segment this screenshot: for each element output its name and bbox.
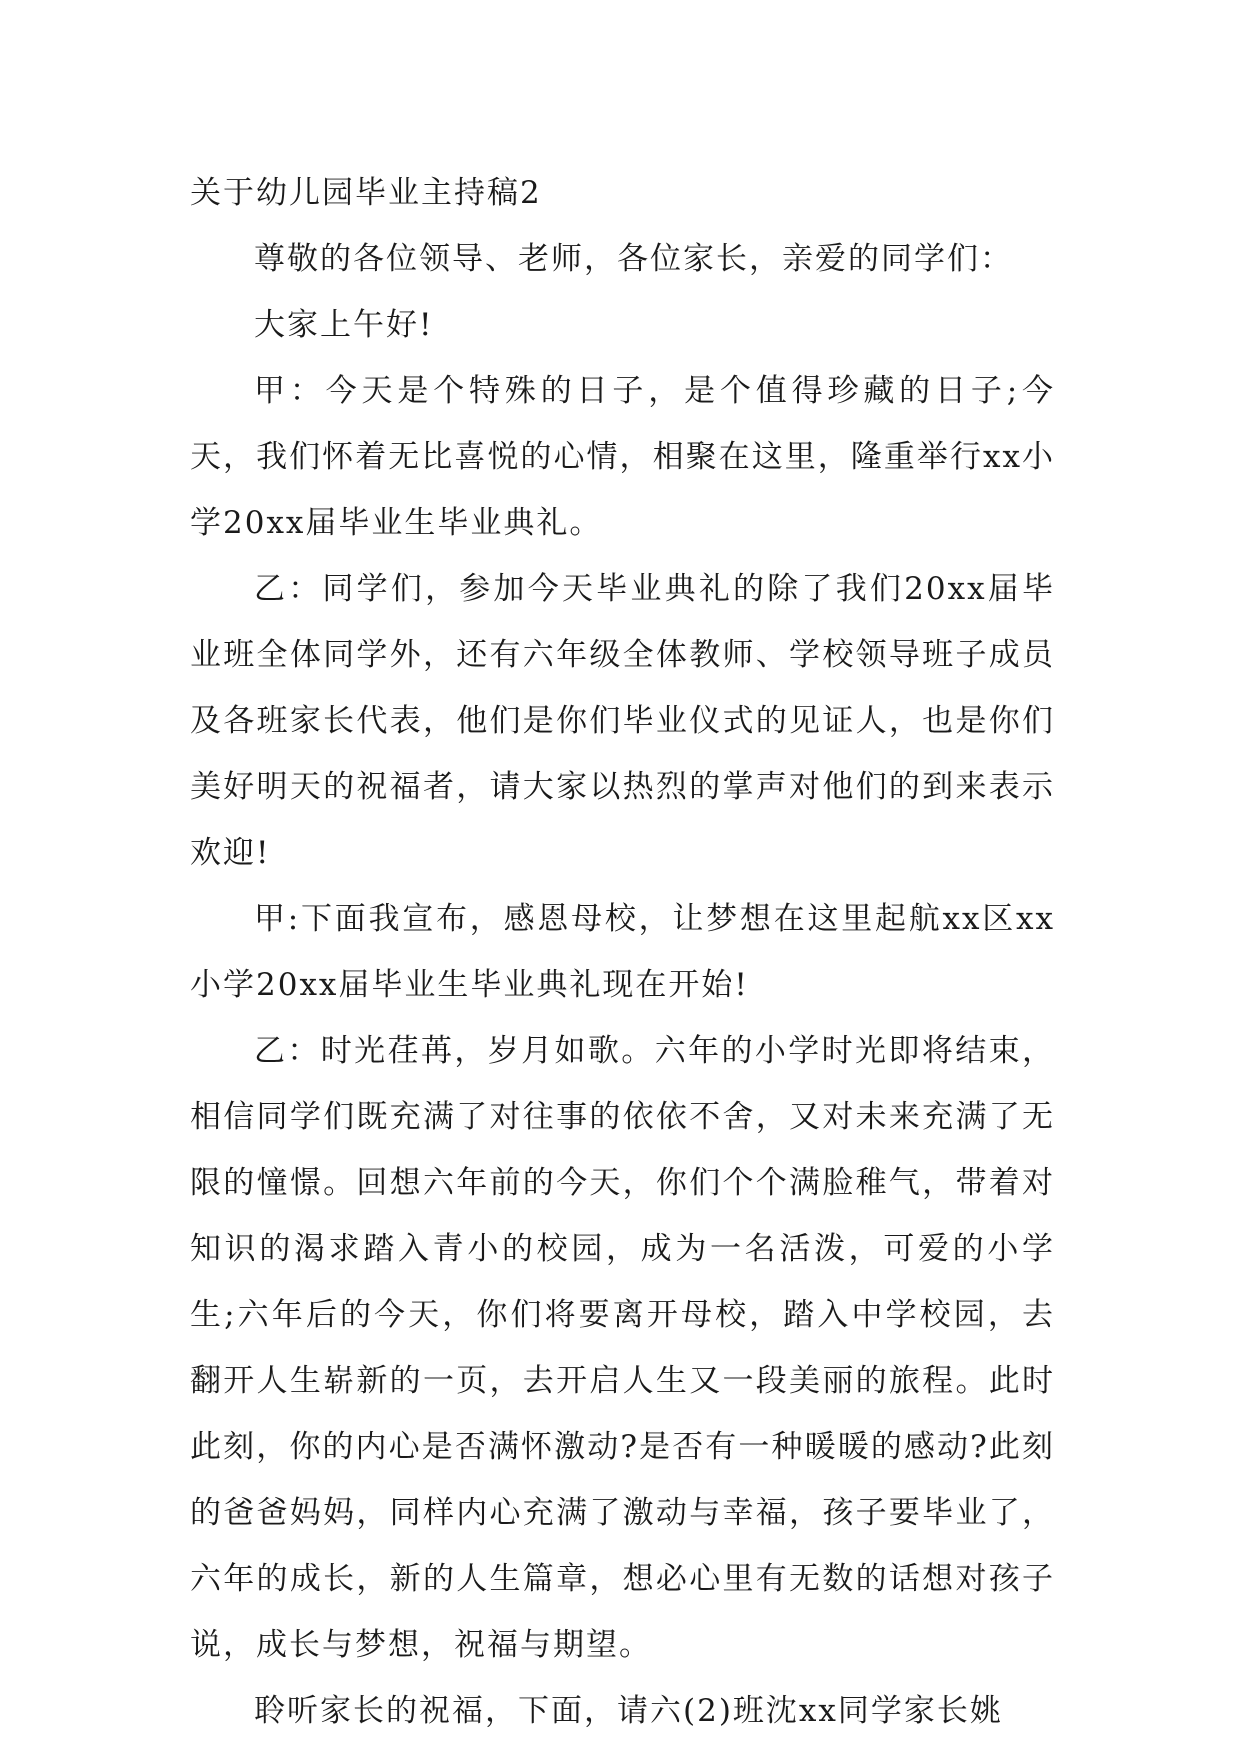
paragraph-host-a-opening: 甲：今天是个特殊的日子，是个值得珍藏的日子;今天，我们怀着无比喜悦的心情，相聚在这里，隆重举行xx小学20xx届毕业生毕业典礼。 <box>190 373 1055 541</box>
paragraph-host-b-reflection: 乙：时光荏苒，岁月如歌。六年的小学时光即将结束，相信同学们既充满了对往事的依依不舍，又对未来充满了无限的憧憬。回想六年前的今天，你们个个满脸稚气，带着对知识的渴求踏入青小的校园，成为一名活泼，可爱的小学生;六年后的今天，你们将要离开母校，踏入中学校园，去翻开人生崭新的一页，去开启人生又一段美丽的旅程。此时此刻，你的内心是否满怀激动?是否有一种暖暖的感动?此刻的爸爸妈妈，同样内心充满了激动与幸福，孩子要毕业了，六年的成长，新的人生篇章，想必心里有无数的话想对孩子说，成长与梦想，祝福与期望。 <box>190 1033 1055 1663</box>
document-title: 关于幼儿园毕业主持稿2 <box>190 175 542 211</box>
paragraph-parent-wishes: 聆听家长的祝福，下面，请六(2)班沈xx同学家长姚 <box>254 1693 1003 1729</box>
paragraph-greeting: 尊敬的各位领导、老师，各位家长，亲爱的同学们： <box>254 241 1013 277</box>
paragraph-host-a-announcement: 甲:下面我宣布，感恩母校，让梦想在这里起航xx区xx小学20xx届毕业生毕业典礼现在开始! <box>190 901 1055 1003</box>
document-body <box>190 160 1055 1744</box>
paragraph-good-morning: 大家上午好! <box>254 307 434 343</box>
paragraph-host-b-welcome: 乙：同学们，参加今天毕业典礼的除了我们20xx届毕业班全体同学外，还有六年级全体教师、学校领导班子成员及各班家长代表，他们是你们毕业仪式的见证人，也是你们美好明天的祝福者，请大家以热烈的掌声对他们的到来表示欢迎! <box>190 571 1055 871</box>
